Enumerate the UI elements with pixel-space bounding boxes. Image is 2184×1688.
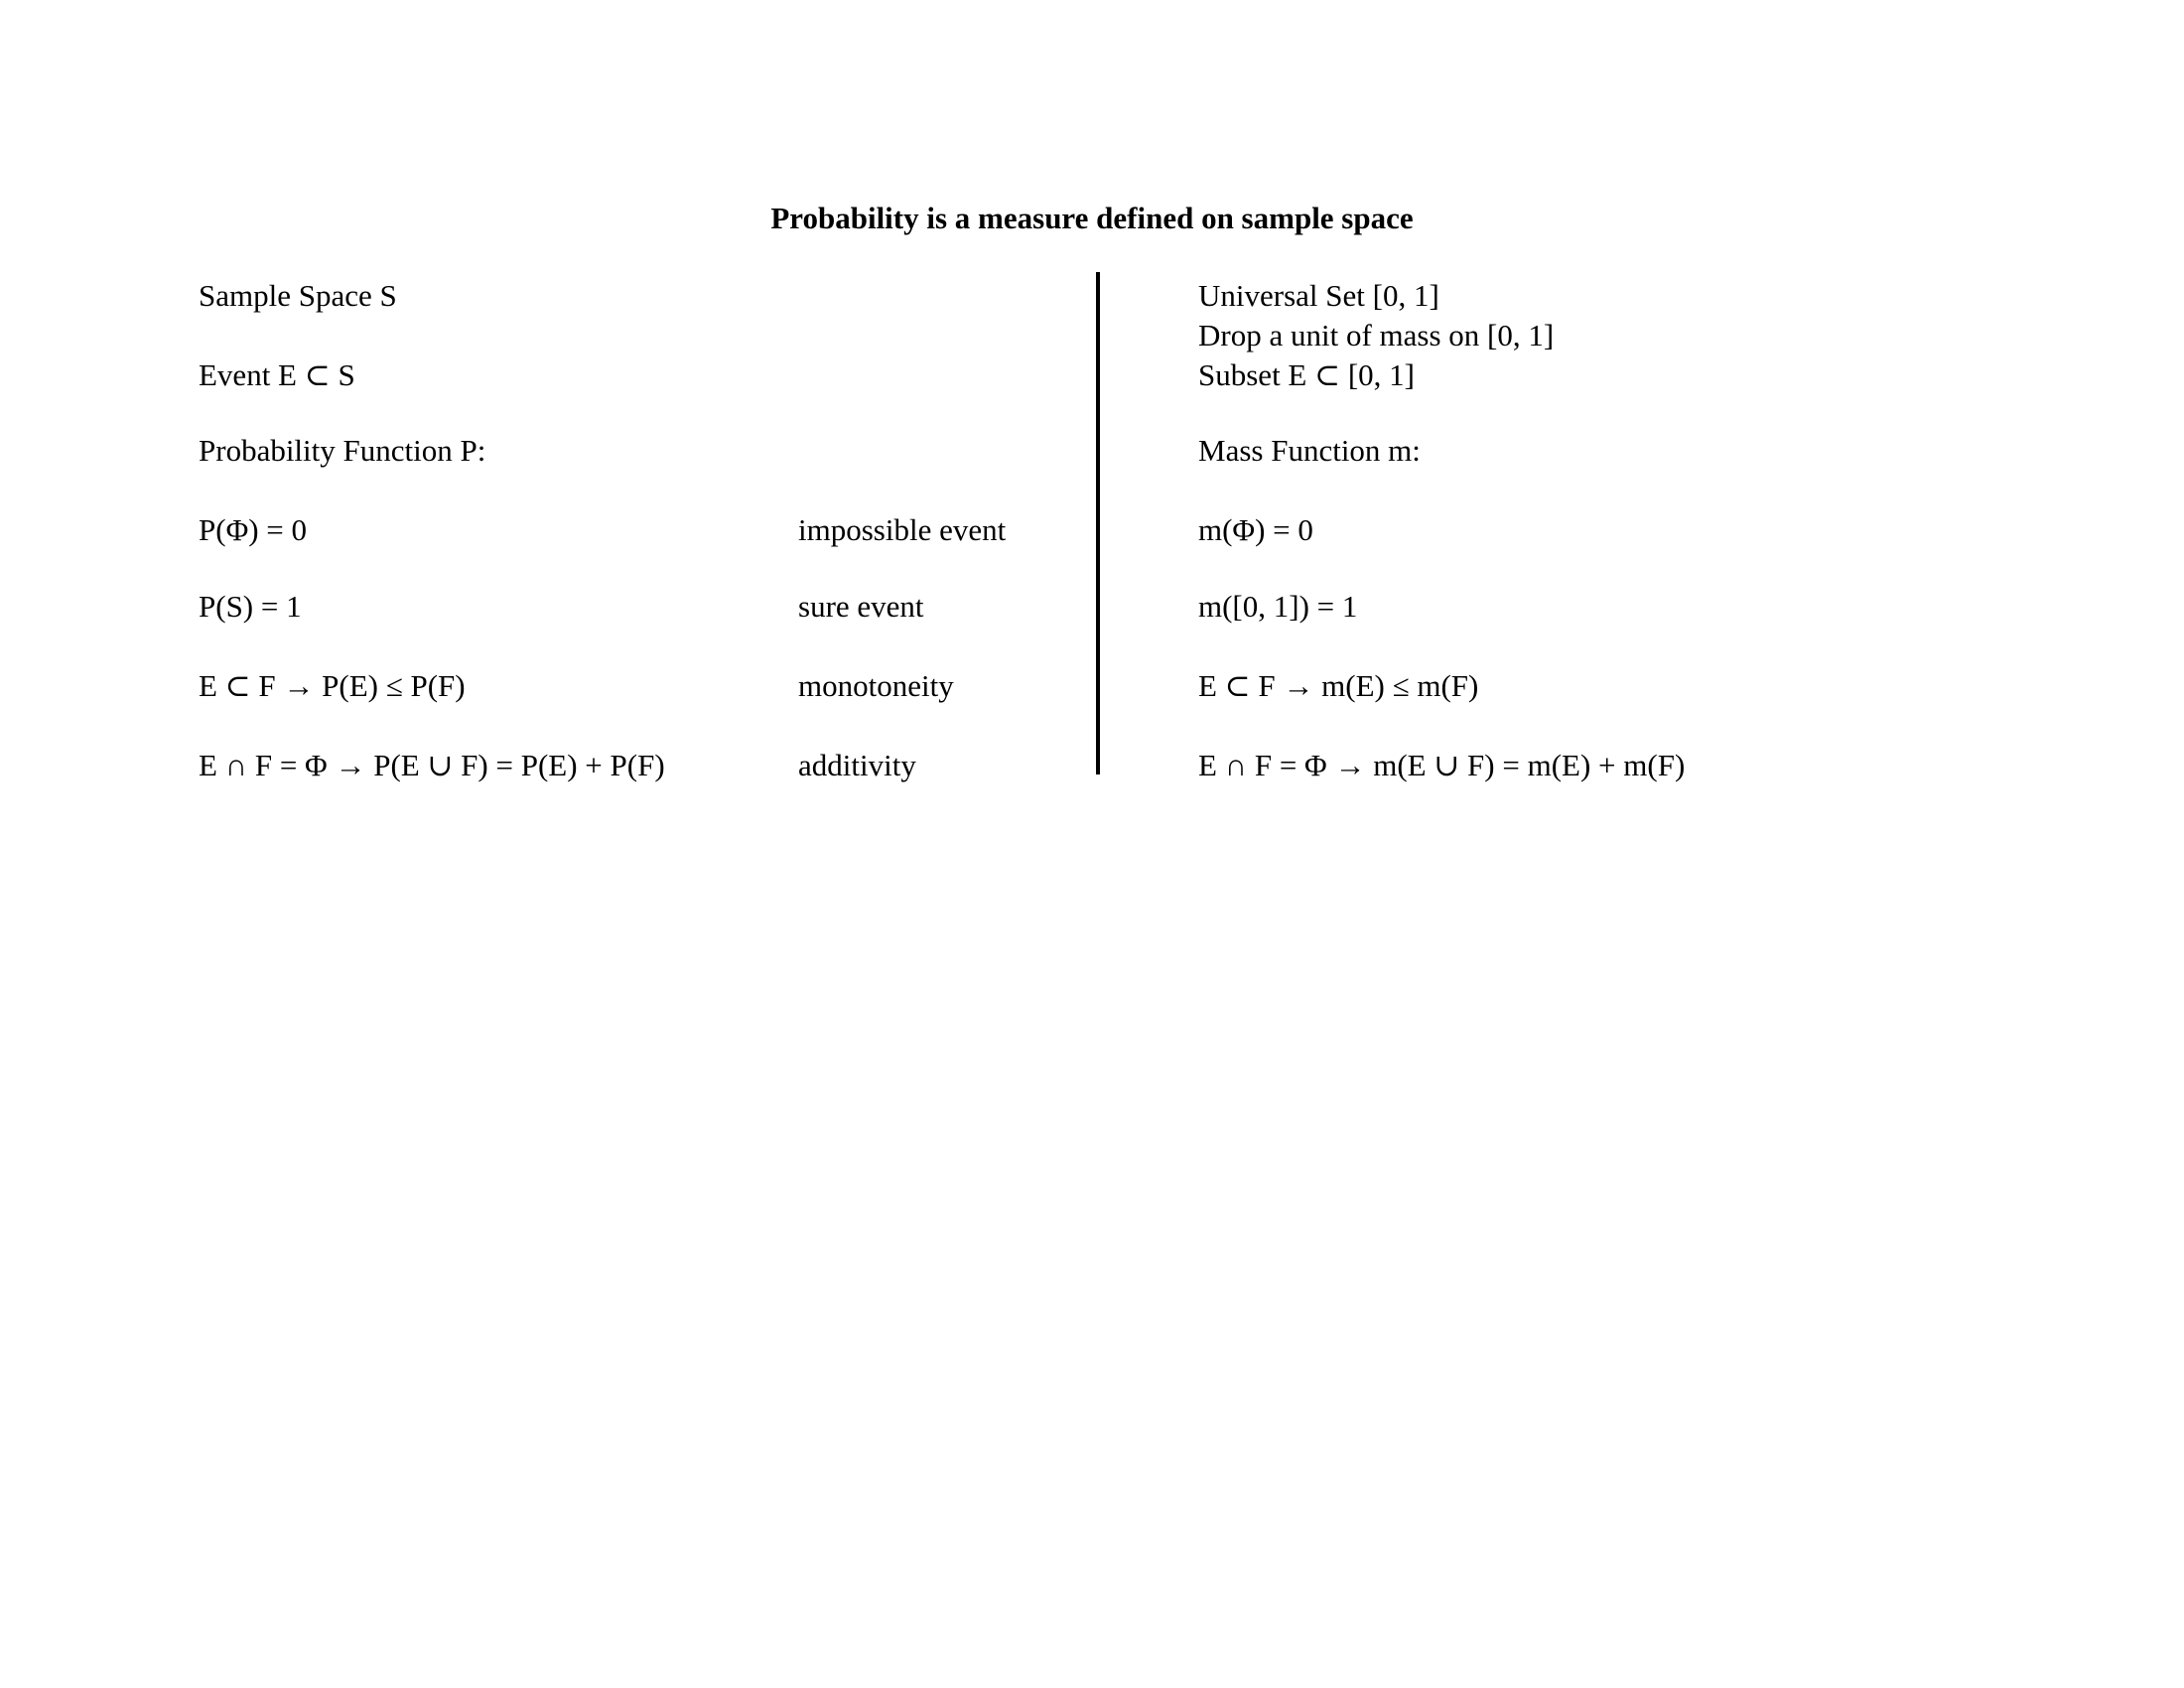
rule-formula-monotoneity: E ⊂ F → P(E) ≤ P(F) (199, 668, 466, 703)
drop-mass-label: Drop a unit of mass on [0, 1] (1198, 318, 1555, 352)
mass-rule-impossible: m(Φ) = 0 (1198, 512, 1313, 547)
universal-set-label: Universal Set [0, 1] (1198, 278, 1439, 313)
mass-rule-sure: m([0, 1]) = 1 (1198, 589, 1358, 624)
event-label: Event E ⊂ S (199, 357, 355, 392)
subset-label: Subset E ⊂ [0, 1] (1198, 357, 1415, 392)
mass-function-label: Mass Function m: (1198, 433, 1421, 468)
rule-formula-impossible: P(Φ) = 0 (199, 512, 308, 547)
probability-function-label: Probability Function P: (199, 433, 486, 468)
page-title: Probability is a measure defined on sample space (770, 201, 1414, 235)
column-divider (1096, 272, 1100, 774)
rule-name-sure: sure event (798, 589, 924, 624)
mass-rule-monotoneity: E ⊂ F → m(E) ≤ m(F) (1198, 668, 1479, 703)
rule-name-additivity: additivity (798, 748, 916, 782)
sample-space-label: Sample Space S (199, 278, 397, 313)
rule-formula-additivity: E ∩ F = Φ → P(E ∪ F) = P(E) + P(F) (199, 748, 665, 782)
rule-name-monotoneity: monotoneity (798, 668, 954, 703)
rule-name-impossible: impossible event (798, 512, 1007, 547)
mass-rule-additivity: E ∩ F = Φ → m(E ∪ F) = m(E) + m(F) (1198, 748, 1686, 782)
rule-formula-sure: P(S) = 1 (199, 589, 302, 624)
